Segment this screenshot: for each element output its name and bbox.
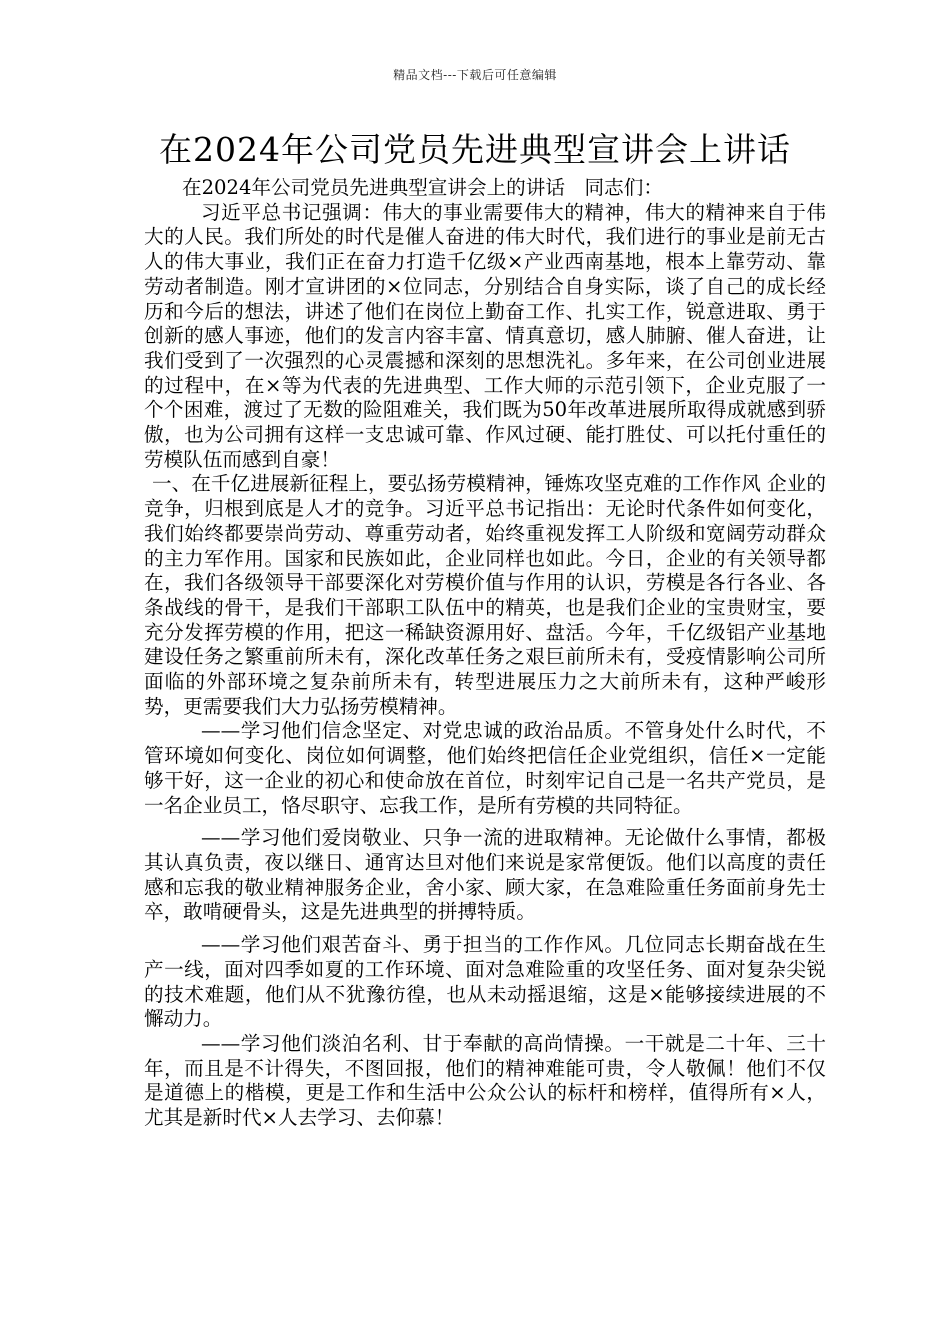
document-body xyxy=(144,176,826,1131)
document-title: 在2024年公司党员先进典型宣讲会上讲话 xyxy=(159,130,791,169)
paragraph-section-one: 一、在千亿进展新征程上，要弘扬劳模精神，锤炼攻坚克难的工作作风 企业的竞争，归根到底是人才的竞争。习近平总书记指出：无论时代条件如何变化，我们始终都要崇尚劳动、尊重劳动者，始终重视发挥工人阶级和宽阔劳动群众的主力军作用。国家和民族如此，企业同样也如此。今日，企业的有关领导都在，我们各级领导干部要深化对劳模价值与作用的认识，劳模是各行各业、各条战线的骨干，是我们干部职工队伍中的精英，也是我们企业的宝贵财宝，要充分发挥劳模的作用，把这一稀缺资源用好、盘活。今年，千亿级铝产业基地建设任务之繁重前所未有，深化改革任务之艰巨前所未有，受疫情影响公司所面临的外部环境之复杂前所未有，转型进展压力之大前所未有，这种严峻形势，更需要我们大力弘扬劳模精神。 xyxy=(144,472,826,718)
paragraph-intro: 习近平总书记强调：伟大的事业需要伟大的精神，伟大的精神来自于伟大的人民。我们所处的时代是催人奋进的伟大时代，我们进行的事业是前无古人的伟大事业，我们正在奋力打造千亿级×产业西南基地，根本上靠劳动、靠劳动者制造。刚才宣讲团的×位同志，分别结合自身实际，谈了自己的成长经历和今后的想法，讲述了他们在岗位上勤奋工作、扎实工作，锐意进取、勇于创新的感人事迹，他们的发言内容丰富、情真意切，感人肺腑、催人奋进，让我们受到了一次强烈的心灵震撼和深刻的思想洗礼。多年来，在公司创业进展的过程中，在×等为代表的先进典型、工作大师的示范引领下，企业克服了一个个困难，渡过了无数的险阻难关，我们既为50年改革进展所取得成就感到骄傲，也为公司拥有这样一支忠诚可靠、作风过硬、能打胜仗、可以托付重任的劳模队伍而感到自豪！ xyxy=(144,200,826,471)
paragraph-political-quality: ——学习他们信念坚定、对党忠诚的政治品质。不管身处什么时代，不管环境如何变化、岗位如何调整，他们始终把信任企业党组织，信任×一定能够干好，这一企业的初心和使命放在首位，时刻牢记自己是一名共产党员，是一名企业员工，恪尽职守、忘我工作，是所有劳模的共同特征。 xyxy=(144,719,826,817)
paragraph-gap xyxy=(144,925,826,933)
header-note: 精品文档---下载后可任意编辑 xyxy=(393,68,557,82)
paragraph-dedication: ——学习他们爱岗敬业、只争一流的进取精神。无论做什么事情，都极其认真负责，夜以继日、通宵达旦对他们来说是家常便饭。他们以高度的责任感和忘我的敬业精神服务企业，舍小家、顾大家，在急难险重任务面前身先士卒，敢啃硬骨头，这是先进典型的拼搏特质。 xyxy=(144,826,826,924)
paragraph-noble-sentiment: ——学习他们淡泊名利、甘于奉献的高尚情操。一干就是二十年、三十年，而且是不计得失，不图回报，他们的精神难能可贵，令人敬佩！他们不仅是道德上的楷模，更是工作和生活中公众公认的标杆和榜样，值得所有×人，尤其是新时代×人去学习、去仰慕！ xyxy=(144,1031,826,1130)
opening-line: 在2024年公司党员先进典型宣讲会上的讲话 同志们： xyxy=(182,176,663,199)
paragraph-gap xyxy=(144,818,826,826)
paragraph-work-style: ——学习他们艰苦奋斗、勇于担当的工作作风。几位同志长期奋战在生产一线，面对四季如夏的工作环境、面对急难险重的攻坚任务、面对复杂尖锐的技术难题，他们从不犹豫彷徨，也从未动摇退缩，这是×能够接续进展的不懈动力。 xyxy=(144,933,826,1031)
